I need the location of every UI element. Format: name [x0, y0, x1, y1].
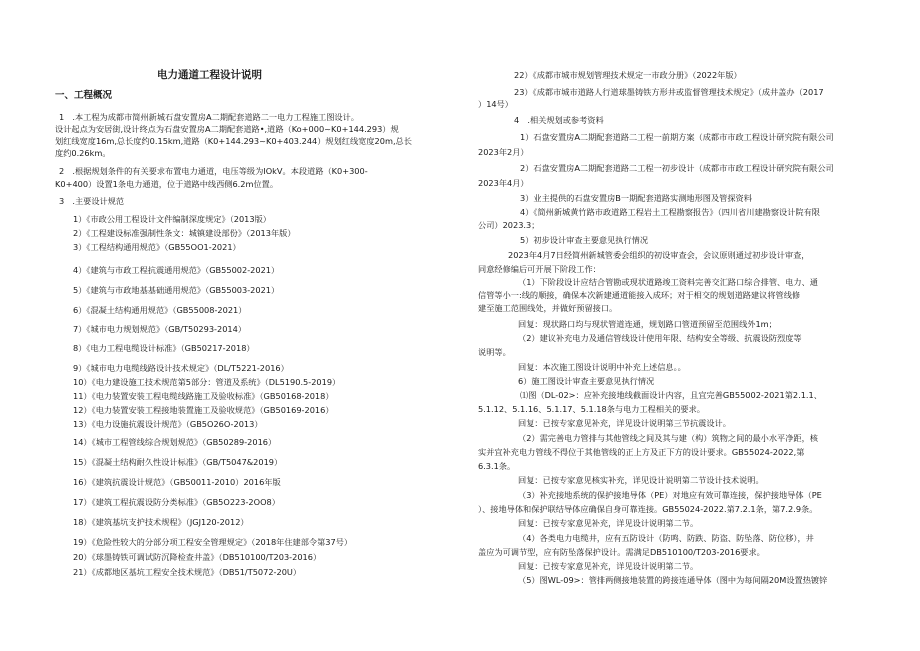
right-column — [478, 0, 883, 651]
paragraph-line: ⑴图（DL-02>：应补充接地线截面设计内容，且宜完善GB55002-2021第2.1.1、 — [520, 390, 822, 400]
subsection-heading: 4 .相关规划或参考资料 — [514, 115, 604, 125]
list-item: 18）《建筑基坑支护技术规程》（JGJ120-2012） — [73, 517, 249, 527]
paragraph-line: 同意经修编后可开展下阶段工作： — [478, 264, 601, 274]
list-item-continued: 2023年4月） — [478, 178, 529, 188]
reply-line: 回复：本次施工图设计说明中补充上述信息。。 — [518, 362, 686, 372]
list-item: 23）《成都市城市道路人行道球墨铸铁方形井或监督管理技术规定》（成井盖办（2017 — [514, 87, 824, 97]
list-item-continued: 公司）2023.3； — [478, 220, 540, 230]
reply-line: 回复：已按专家意见补充，详见设计说明第二节。 — [518, 518, 699, 528]
list-item: 1）石盘安置房A二期配套道路二工程一前期方案（成都市市政工程设计研究院有限公司 — [520, 132, 834, 142]
paragraph-line: 6.3.1条。 — [478, 461, 516, 471]
list-item: 9）《城市电力电缆线路设计技术规定》（DL/T5221-2016） — [73, 363, 289, 373]
reply-line: 回复：现状路口均与现状管道连通，规划路口管道预留至范围线外1m； — [518, 319, 777, 329]
paragraph-line: 6）施工图设计审查主要意见执行情况 — [518, 376, 655, 386]
list-item: 3）《工程结构通用规范》（GB55OO1-2021） — [73, 242, 241, 252]
list-item-continued: ）14号） — [478, 99, 513, 109]
paragraph-line: 划红线宽度16m,总长度约0.15km,道路（K0+144.293~K0+403.244）规划红线宽度20m,总长 — [55, 136, 412, 146]
paragraph-line: 2023年4月7日经简州新城管委会组织的初设审查会，会议原则通过初步设计审查， — [508, 250, 810, 260]
paragraph-line: 说明等。 — [478, 347, 511, 357]
paragraph-line: K0+400）设置1条电力通道，位于道路中线西侧6.2m位置。 — [55, 179, 279, 189]
list-item: 7）《城市电力规划规范》（GB/T50293-2014） — [73, 324, 247, 334]
list-item: 22）《成都市城市规划管理技术规定一市政分册》（2022年版） — [514, 70, 742, 80]
list-item: 5）初步设计审查主要意见执行情况 — [520, 235, 649, 245]
list-item: 10）《电力建设施工技术规范第5部分：管道及系统》（DL5190.5-2019） — [73, 377, 341, 387]
list-item: 12）《电力装置安装工程接地装置施工及验收规范》（GB50169-2016） — [73, 405, 334, 415]
paragraph-line: 2 .根据规划条件的有关要求布置电力通道，电压等级为IOkV。本段道路（K0+300- — [59, 166, 368, 176]
paragraph-line: 实并宜补充电力管线不得位于其他管线的正上方及正下方的设计要求。GB55024-2022,第 — [478, 447, 805, 457]
subsection-heading: 3 .主要设计规范 — [59, 196, 125, 206]
reply-line: 回复：已按专家意见补充，详见设计说明第二节。 — [518, 561, 699, 571]
paragraph-line: ）、接地导体和保护联结导体应确保自身可靠连接。GB55024-2022.第7.2.1条，第7.2.9条。 — [478, 504, 818, 514]
reply-line: 回复：已按专家意见补充，详见设计说明第三节抗震设计。 — [518, 418, 731, 428]
paragraph-line: （2）建议补充电力及通信管线设计使用年限、结构安全等级、抗震设防烈度等 — [518, 333, 802, 343]
list-item: 14）《城市工程管线综合规划规范》（GB50289-2016） — [73, 437, 277, 447]
list-item: 8）《电力工程电缆设计标准》（GB50217-2018） — [73, 343, 255, 353]
list-item: 11）《电力装置安装工程电缆线路施工及验收标准》（GB50168-2018） — [73, 391, 334, 401]
list-item: 19）《危险性较大的分部分项工程安全管理规定》（2018年住建部令第37号） — [73, 537, 353, 547]
paragraph-line: 盖应为可调节型，应有防坠落保护设计。需满足DB510100/T203-2016要求。 — [478, 547, 765, 557]
paragraph-line: （3）补充接地系统的保护接地导体（PE）对地应有效可靠连接，保护接地导体（PE — [518, 490, 822, 500]
list-item: 5）《建筑与市政地基基础通用规范》（GB55003-2021） — [73, 285, 280, 295]
paragraph-line: （1）下阶段设计应结合管勘或现状道路竣工资料完善交汇路口综合排管、电力、通 — [518, 277, 818, 287]
list-item: 21）《成都地区基坑工程安全技术规范》（DB51/T5072-20U） — [73, 567, 302, 577]
paragraph-line: 5.1.12、5.1.16、5.1.17、5.1.18条与电力工程相关的要求。 — [478, 404, 705, 414]
paragraph-line: （2）需完善电力管排与其他管线之间及其与建（构）筑物之间的最小水平净距，核 — [518, 433, 818, 443]
paragraph-line: （4）各类电力电缆井，应有五防设计（防鸣、防跌、防盗、防坠落、防位移），井 — [518, 533, 814, 543]
list-item: 15）《混凝土结构耐久性设计标准》（GB/T5047&2019） — [73, 457, 283, 467]
list-item: 20）《球墨铸铁可调试防沉降检查井盖》（DB510100/T203-2016） — [73, 552, 322, 562]
document-title: 电力通道工程设计说明 — [157, 69, 262, 81]
paragraph-line: 信管等小一:线的顺接，确保本次新建通道能接入成环；对于相交的规划道路建议将管线修 — [478, 290, 801, 300]
paragraph-line: 设计起点为安居街,设计终点为石盘安置房A二期配套道路•,道路（Ko+000~K0+144.293）规 — [55, 124, 399, 134]
list-item: 17）《建筑工程抗震设防分类标准》（GB5O223-2OO8） — [73, 497, 280, 507]
paragraph-line: 建至施工范围线处，并做好预留接口。 — [478, 303, 618, 313]
list-item: 4）《简州新城黄竹路市政道路工程岩土工程勘察报告》（四川省川建勘察设计院有限 — [520, 207, 820, 217]
list-item: 2）《工程建设标准强制性条文：城镇建设部份》（2013年版） — [73, 228, 296, 238]
list-item: 16）《建筑抗震设计规范》（GB50011-2010）2016年版 — [73, 477, 281, 487]
paragraph-line: 度约0.26km。 — [55, 148, 111, 158]
list-item: 3）业主提供的石盘安置房B一期配套道路实测地形图及管探资料 — [520, 193, 752, 203]
paragraph-line: 1 .本工程为成都市简州新城石盘安置房A二期配套道路二一电力工程施工图设计。 — [59, 112, 359, 122]
list-item: 4）《建筑与市政工程抗震通用规范》（GB55002-2021） — [73, 265, 280, 275]
list-item: 2）石盘安置房A二期配套道路二工程一初步设计（成都市市政工程设计研究院有限公司 — [520, 163, 834, 173]
list-item: 13）《电力设施抗震设计规范》（GB5O26O-2013） — [73, 419, 263, 429]
paragraph-line: （5）图WL-09>：管排两侧接地装置的跨接连通导体（图中为每间隔20M设置热镀锌 — [518, 575, 828, 585]
section-heading: 一、工程概况 — [55, 90, 113, 101]
left-column — [55, 0, 455, 651]
list-item-continued: 2023年2月） — [478, 147, 529, 157]
list-item: 6）《混凝土结构通用规范》（GB55008-2021） — [73, 305, 247, 315]
reply-line: 回复：已按专家意见核实补充，详见设计说明第二节设计技术说明。 — [518, 475, 764, 485]
list-item: 1）《市政公用工程设计文件编制深度规定》（2013版） — [73, 214, 271, 224]
